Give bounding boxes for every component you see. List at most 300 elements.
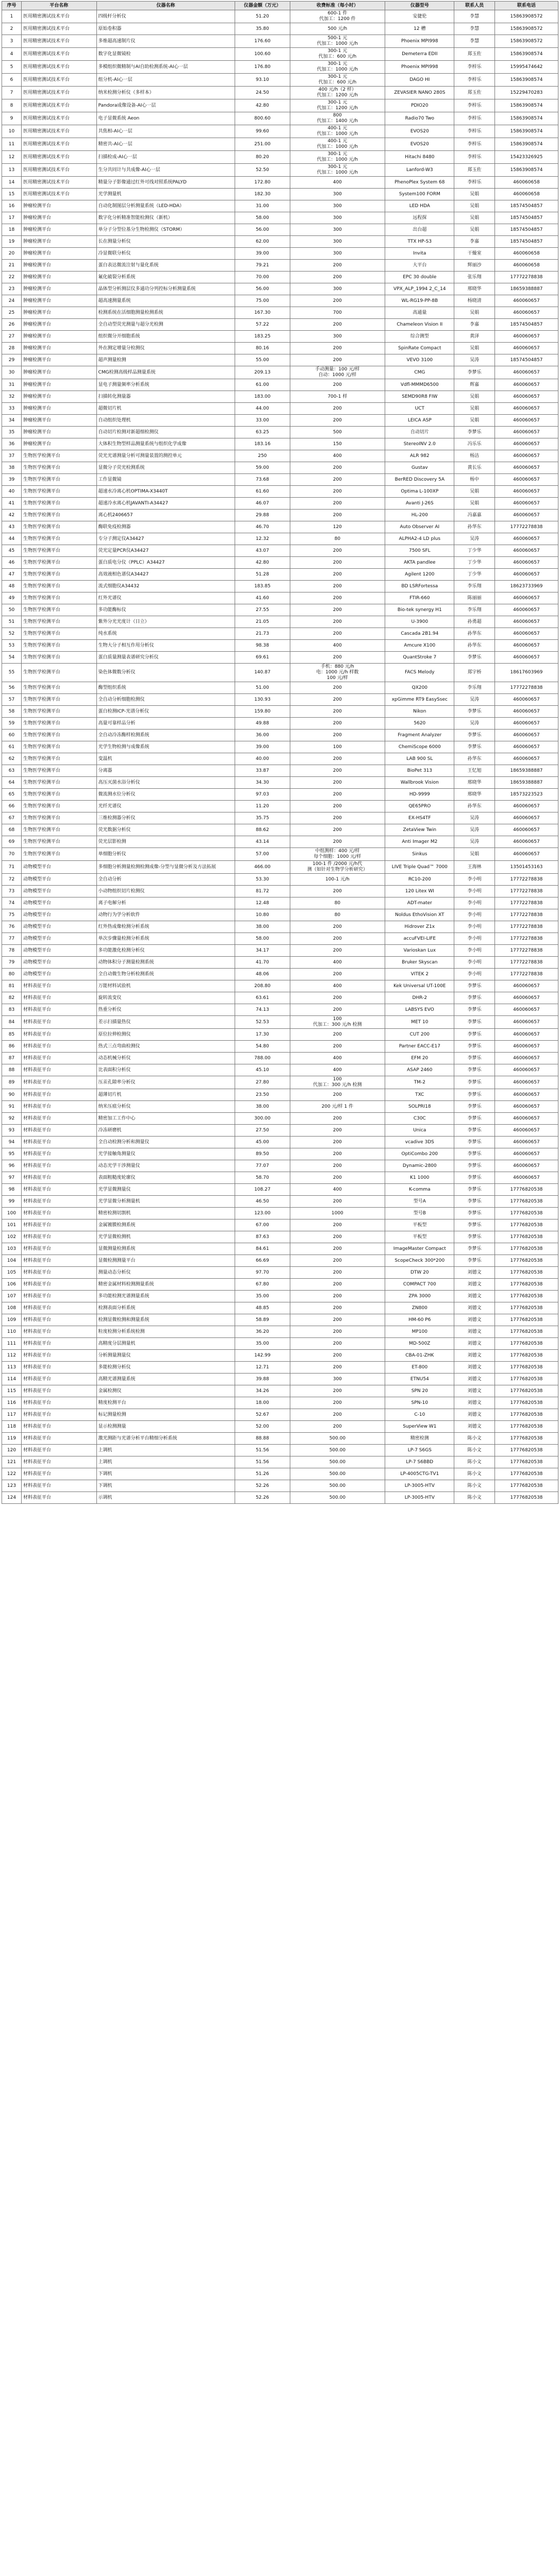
cell-amount: 208.80 <box>235 980 290 992</box>
cell-fee: 300 <box>290 236 385 248</box>
cell-contact: 吴娟 <box>454 224 495 236</box>
cell-instrument: 超微切片机 <box>96 403 235 415</box>
cell-instrument: 高效液相色谱仪A34427 <box>96 569 235 581</box>
cell-platform: 肿瘤检测平台 <box>22 283 97 295</box>
cell-amount: 51.56 <box>235 1445 290 1456</box>
cell-fee: 200 <box>290 753 385 765</box>
cell-contact: 郑宇桥 <box>454 664 495 682</box>
cell-fee: 200 <box>290 1041 385 1053</box>
cell-phone: 460060657 <box>495 801 558 812</box>
cell-contact: 孙华东 <box>454 640 495 652</box>
cell-amount: 27.55 <box>235 604 290 616</box>
table-row <box>2 87 558 99</box>
cell-index: 39 <box>2 474 22 486</box>
instrument-table <box>2 1 558 1504</box>
cell-index: 73 <box>2 886 22 897</box>
cell-platform: 生物医学检测平台 <box>22 510 97 521</box>
cell-platform: 肿瘤检测平台 <box>22 354 97 366</box>
cell-instrument: 精密检测切割机 <box>96 1208 235 1219</box>
cell-model: CMG <box>385 366 454 379</box>
cell-platform: 材料表征平台 <box>22 1445 97 1456</box>
cell-index: 3 <box>2 35 22 48</box>
cell-platform: 生物医学检测平台 <box>22 616 97 628</box>
cell-index: 46 <box>2 557 22 569</box>
cell-fee: 200 <box>290 1172 385 1184</box>
cell-model: Partner EACC-E17 <box>385 1041 454 1053</box>
cell-amount: 300.00 <box>235 1113 290 1125</box>
cell-index: 119 <box>2 1433 22 1445</box>
cell-phone: 460060657 <box>495 706 558 718</box>
cell-platform: 肿瘤检测平台 <box>22 427 97 438</box>
cell-phone: 460060657 <box>495 812 558 824</box>
cell-platform: 材料表征平台 <box>22 1468 97 1480</box>
table-row <box>2 438 558 450</box>
cell-fee: 200 <box>290 592 385 604</box>
cell-model: TXC <box>385 1089 454 1101</box>
cell-contact: 李梓乐 <box>454 138 495 151</box>
cell-amount: 27.50 <box>235 1125 290 1137</box>
cell-fee: 200 <box>290 1113 385 1125</box>
cell-platform: 肿瘤检测平台 <box>22 260 97 272</box>
cell-index: 27 <box>2 331 22 343</box>
cell-contact: 李梦乐 <box>454 741 495 753</box>
cell-index: 15 <box>2 189 22 200</box>
cell-instrument: 精密金属材料检测测量系统 <box>96 1279 235 1291</box>
cell-instrument: 下调机 <box>96 1468 235 1480</box>
cell-instrument: 原位拉伸检测仪 <box>96 1029 235 1041</box>
cell-index: 60 <box>2 730 22 741</box>
cell-contact: 李梦乐 <box>454 1029 495 1041</box>
cell-contact: 李梦乐 <box>454 1004 495 1016</box>
cell-fee: 300 <box>290 248 385 260</box>
header-fee: 收费标准（每小时） <box>290 2 385 10</box>
cell-contact: 黄泽 <box>454 331 495 343</box>
cell-index: 81 <box>2 980 22 992</box>
cell-index: 49 <box>2 592 22 604</box>
cell-platform: 肿瘤检测平台 <box>22 379 97 391</box>
cell-platform: 材料表征平台 <box>22 1076 97 1089</box>
cell-platform: 肿瘤检测平台 <box>22 212 97 224</box>
cell-platform: 材料表征平台 <box>22 1397 97 1409</box>
cell-amount: 48.06 <box>235 969 290 980</box>
cell-phone: 460060657 <box>495 730 558 741</box>
cell-amount: 63.25 <box>235 427 290 438</box>
cell-phone: 17772278838 <box>495 909 558 921</box>
cell-instrument: 酶型组织系统 <box>96 682 235 694</box>
cell-model: Bruker Skyscan <box>385 957 454 969</box>
cell-phone: 18574504857 <box>495 319 558 331</box>
cell-phone: 460060657 <box>495 1137 558 1148</box>
table-row <box>2 1302 558 1314</box>
cell-amount: 75.00 <box>235 295 290 307</box>
cell-model: MP100 <box>385 1326 454 1338</box>
cell-instrument: 红外光谱仪 <box>96 592 235 604</box>
cell-model: C-10 <box>385 1409 454 1421</box>
cell-platform: 医用精密测试技术平台 <box>22 138 97 151</box>
cell-amount: 788.00 <box>235 1053 290 1064</box>
table-row <box>2 10 558 23</box>
cell-amount: 11.20 <box>235 801 290 812</box>
cell-contact: 刘德文 <box>454 1409 495 1421</box>
cell-contact: 吴娟 <box>454 415 495 427</box>
table-row <box>2 164 558 177</box>
cell-platform: 生物医学检测平台 <box>22 474 97 486</box>
cell-index: 21 <box>2 260 22 272</box>
cell-fee: 200 <box>290 557 385 569</box>
table-row <box>2 1137 558 1148</box>
cell-instrument: 超速水冷离心机OPTIMA-X3440T <box>96 486 235 498</box>
cell-model: LP-3005-HTV <box>385 1480 454 1492</box>
cell-contact: 吴涛 <box>454 836 495 848</box>
cell-platform: 材料表征平台 <box>22 1113 97 1125</box>
cell-contact: 刘德文 <box>454 1291 495 1302</box>
cell-platform: 医用精密测试技术平台 <box>22 164 97 177</box>
cell-platform: 生物医学检测平台 <box>22 640 97 652</box>
cell-instrument: 单分子分型位基分生物检测仪（STORM） <box>96 224 235 236</box>
cell-platform: 材料表征平台 <box>22 992 97 1004</box>
cell-amount: 69.61 <box>235 652 290 664</box>
cell-model: 平板型 <box>385 1231 454 1243</box>
cell-contact: 李梦乐 <box>454 1137 495 1148</box>
cell-fee: 手动测量：100 元/样 自动：1000 元/样 <box>290 366 385 379</box>
table-row <box>2 730 558 741</box>
cell-amount: 44.00 <box>235 403 290 415</box>
cell-model: PDIO20 <box>385 99 454 112</box>
cell-model: QE65PRO <box>385 801 454 812</box>
cell-platform: 医用精密测试技术平台 <box>22 112 97 125</box>
cell-fee: 300-1 元 代加工：600 元/h <box>290 48 385 61</box>
cell-instrument: CMG检测高级样品测量系统 <box>96 366 235 379</box>
cell-amount: 18.00 <box>235 1397 290 1409</box>
cell-model: SpinRate Compact <box>385 343 454 354</box>
table-row <box>2 1338 558 1350</box>
cell-instrument: 染色体微数分析仪 <box>96 664 235 682</box>
cell-contact: 李梦乐 <box>454 1172 495 1184</box>
cell-fee: 500.00 <box>290 1480 385 1492</box>
cell-phone: 460060657 <box>495 628 558 640</box>
table-row <box>2 753 558 765</box>
cell-index: 80 <box>2 969 22 980</box>
cell-phone: 460060657 <box>495 652 558 664</box>
cell-fee: 200 <box>290 628 385 640</box>
cell-amount: 74.13 <box>235 1004 290 1016</box>
cell-phone: 460060657 <box>495 474 558 486</box>
cell-model: EPC 30 double <box>385 272 454 283</box>
cell-fee: 200 <box>290 1148 385 1160</box>
cell-instrument: 多功能酶标仪 <box>96 604 235 616</box>
cell-index: 47 <box>2 569 22 581</box>
cell-index: 44 <box>2 533 22 545</box>
cell-index: 45 <box>2 545 22 557</box>
cell-contact: 李嘉 <box>454 236 495 248</box>
cell-phone: 460060657 <box>495 403 558 415</box>
cell-index: 42 <box>2 510 22 521</box>
cell-fee: 200 <box>290 1350 385 1362</box>
table-row <box>2 533 558 545</box>
cell-instrument: 工作显微镜 <box>96 474 235 486</box>
table-row <box>2 1267 558 1279</box>
table-row <box>2 1480 558 1492</box>
cell-contact: 李梦乐 <box>454 1053 495 1064</box>
cell-model: ZPA 3000 <box>385 1291 454 1302</box>
cell-fee: 200 <box>290 1125 385 1137</box>
cell-platform: 生物医学检测平台 <box>22 486 97 498</box>
cell-amount: 77.07 <box>235 1160 290 1172</box>
cell-amount: 33.87 <box>235 765 290 777</box>
cell-platform: 医用精密测试技术平台 <box>22 177 97 189</box>
cell-fee: 300-1 元 代加工：1200 元/h <box>290 99 385 112</box>
cell-amount: 73.68 <box>235 474 290 486</box>
cell-contact: 刘德文 <box>454 1421 495 1433</box>
cell-fee: 300-1 元 代加工：1000 元/h <box>290 164 385 177</box>
cell-contact: 李梦乐 <box>454 1243 495 1255</box>
cell-contact: 刘德文 <box>454 1397 495 1409</box>
table-row <box>2 812 558 824</box>
cell-instrument: 动物体积分子测量检测系统 <box>96 957 235 969</box>
cell-contact: 丁少华 <box>454 557 495 569</box>
cell-amount: 51.20 <box>235 10 290 23</box>
cell-amount: 89.50 <box>235 1148 290 1160</box>
cell-instrument: 显微测量检测系统 <box>96 1243 235 1255</box>
cell-platform: 肿瘤检测平台 <box>22 403 97 415</box>
cell-contact: 陈小文 <box>454 1480 495 1492</box>
cell-model: 出台超 <box>385 224 454 236</box>
cell-instrument: 红外热成像检测分析系统 <box>96 921 235 933</box>
table-row <box>2 35 558 48</box>
cell-instrument: 组织微分开细胞系统 <box>96 331 235 343</box>
cell-fee: 120 <box>290 521 385 533</box>
table-row <box>2 486 558 498</box>
cell-index: 83 <box>2 1004 22 1016</box>
cell-phone: 460060657 <box>495 295 558 307</box>
header-phone: 联系电话 <box>495 2 558 10</box>
cell-platform: 材料表征平台 <box>22 1456 97 1468</box>
cell-phone: 17776820538 <box>495 1409 558 1421</box>
cell-contact: 辉嘉 <box>454 379 495 391</box>
table-row <box>2 1362 558 1374</box>
cell-model: AKTA pandlee <box>385 557 454 569</box>
cell-contact: 吴娟 <box>454 498 495 510</box>
cell-contact: 刘德文 <box>454 1279 495 1291</box>
cell-fee: 手机：880 元/h 电：1000 元/h 样数 100 元/样 <box>290 664 385 682</box>
cell-model: RC10-200 <box>385 874 454 886</box>
cell-instrument: 多细胞分析测量检测检测成像-分型与显微分析及方法拓展 <box>96 861 235 874</box>
cell-contact: 李梦乐 <box>454 1101 495 1113</box>
cell-contact: 陈小文 <box>454 1433 495 1445</box>
cell-contact: 冯嘉嘉 <box>454 510 495 521</box>
cell-contact: 李小明 <box>454 945 495 957</box>
table-row <box>2 450 558 462</box>
cell-amount: 182.30 <box>235 189 290 200</box>
table-row <box>2 283 558 295</box>
table-row <box>2 801 558 812</box>
table-row <box>2 307 558 319</box>
cell-phone: 17772278838 <box>495 874 558 886</box>
cell-platform: 材料表征平台 <box>22 1492 97 1504</box>
cell-phone: 460060657 <box>495 569 558 581</box>
cell-model: 自动切片 <box>385 427 454 438</box>
cell-instrument: 激光测距与光谱分析平台精细分析系统 <box>96 1433 235 1445</box>
cell-model: 精密检测 <box>385 1433 454 1445</box>
cell-instrument: 荧光数据分析仪 <box>96 824 235 836</box>
cell-amount: 250 <box>235 450 290 462</box>
cell-fee: 200 <box>290 379 385 391</box>
table-body <box>2 10 558 1504</box>
cell-contact: 李梦乐 <box>454 730 495 741</box>
cell-fee: 400 <box>290 1064 385 1076</box>
cell-model: Lanford-W3 <box>385 164 454 177</box>
cell-phone: 460060657 <box>495 438 558 450</box>
cell-contact: 陈丽丽 <box>454 592 495 604</box>
cell-fee: 500.00 <box>290 1445 385 1456</box>
cell-amount: 46.70 <box>235 521 290 533</box>
table-row <box>2 1291 558 1302</box>
cell-amount: 34.17 <box>235 945 290 957</box>
cell-contact: 李小明 <box>454 957 495 969</box>
table-row <box>2 581 558 592</box>
cell-platform: 材料表征平台 <box>22 1160 97 1172</box>
cell-index: 33 <box>2 403 22 415</box>
cell-amount: 51.26 <box>235 1468 290 1480</box>
cell-index: 41 <box>2 498 22 510</box>
cell-fee: 200 <box>290 886 385 897</box>
cell-phone: 15863908574 <box>495 74 558 87</box>
cell-model: COMPACT 700 <box>385 1279 454 1291</box>
cell-model: ASAP 2460 <box>385 1064 454 1076</box>
cell-fee: 100-1 元/h <box>290 874 385 886</box>
cell-contact: 吴涛 <box>454 533 495 545</box>
cell-fee: 200 <box>290 1385 385 1397</box>
cell-amount: 100.60 <box>235 48 290 61</box>
cell-phone: 460060657 <box>495 533 558 545</box>
cell-instrument: 差示扫描量热仪 <box>96 1016 235 1029</box>
header-index: 序号 <box>2 2 22 10</box>
cell-amount: 80.16 <box>235 343 290 354</box>
cell-contact: 吴娟 <box>454 391 495 403</box>
cell-phone: 17776820538 <box>495 1302 558 1314</box>
cell-contact: 刘德文 <box>454 1350 495 1362</box>
table-row <box>2 706 558 718</box>
cell-instrument: 显微检测测量平台 <box>96 1255 235 1267</box>
cell-model: DHR-2 <box>385 992 454 1004</box>
cell-platform: 材料表征平台 <box>22 1374 97 1385</box>
cell-phone: 15863908574 <box>495 112 558 125</box>
cell-phone: 460060657 <box>495 1113 558 1125</box>
cell-instrument: 超声测量检测 <box>96 354 235 366</box>
cell-instrument: 标记测量检测 <box>96 1409 235 1421</box>
cell-fee: 300-1 元 代加工：1000 元/h <box>290 61 385 74</box>
cell-contact: 李乐翔 <box>454 682 495 694</box>
cell-contact: 李梦乐 <box>454 980 495 992</box>
cell-phone: 460060657 <box>495 462 558 474</box>
cell-index: 78 <box>2 945 22 957</box>
cell-phone: 17772278838 <box>495 272 558 283</box>
cell-fee: 200 <box>290 836 385 848</box>
cell-fee: 500.00 <box>290 1468 385 1480</box>
cell-model: ZEVASIER NANO 280S <box>385 87 454 99</box>
cell-model: 12 槽 <box>385 23 454 35</box>
cell-amount: 63.61 <box>235 992 290 1004</box>
table-row <box>2 1279 558 1291</box>
cell-amount: 38.00 <box>235 921 290 933</box>
cell-amount: 36.00 <box>235 730 290 741</box>
cell-index: 113 <box>2 1362 22 1374</box>
cell-amount: 59.00 <box>235 462 290 474</box>
cell-index: 98 <box>2 1184 22 1196</box>
cell-model: QuantStroke 7 <box>385 652 454 664</box>
cell-model: MET 10 <box>385 1016 454 1029</box>
cell-fee: 80 <box>290 909 385 921</box>
cell-fee: 100 <box>290 741 385 753</box>
cell-contact: 李梦乐 <box>454 1076 495 1089</box>
cell-contact: 李乐翔 <box>454 604 495 616</box>
cell-phone: 460060657 <box>495 331 558 343</box>
cell-fee: 100 代加工：300 元/h 检测 <box>290 1076 385 1089</box>
cell-instrument: 荧光光谱测量分析可测量装置的测控单元 <box>96 450 235 462</box>
cell-phone: 17776820538 <box>495 1397 558 1409</box>
cell-contact: 黄长乐 <box>454 462 495 474</box>
cell-fee: 600-1 件 代加工：1200 件 <box>290 10 385 23</box>
cell-amount: 183.16 <box>235 438 290 450</box>
table-row <box>2 403 558 415</box>
cell-amount: 39.00 <box>235 741 290 753</box>
cell-instrument: 三维检测器分析仪 <box>96 812 235 824</box>
cell-platform: 材料表征平台 <box>22 1302 97 1314</box>
cell-contact: 刘德文 <box>454 1374 495 1385</box>
cell-index: 55 <box>2 664 22 682</box>
cell-phone: 17776820538 <box>495 1255 558 1267</box>
cell-contact: 吴娟 <box>454 403 495 415</box>
cell-platform: 材料表征平台 <box>22 1350 97 1362</box>
cell-instrument: 分析测量测量仪 <box>96 1350 235 1362</box>
cell-platform: 医用精密测试技术平台 <box>22 87 97 99</box>
cell-contact: 吴娟 <box>454 212 495 224</box>
cell-platform: 肿瘤检测平台 <box>22 343 97 354</box>
cell-index: 59 <box>2 718 22 730</box>
table-row <box>2 1113 558 1125</box>
cell-fee: 200 <box>290 969 385 980</box>
table-row <box>2 319 558 331</box>
cell-index: 20 <box>2 248 22 260</box>
cell-index: 118 <box>2 1421 22 1433</box>
cell-phone: 18574504857 <box>495 354 558 366</box>
cell-index: 82 <box>2 992 22 1004</box>
cell-amount: 51.56 <box>235 1456 290 1468</box>
cell-contact: 李梦乐 <box>454 366 495 379</box>
cell-model: LP-3005-HTV <box>385 1492 454 1504</box>
cell-contact: 陈小文 <box>454 1492 495 1504</box>
cell-contact: 丁少华 <box>454 569 495 581</box>
cell-fee: 300 <box>290 283 385 295</box>
cell-model: DAGO HI <box>385 74 454 87</box>
cell-platform: 肿瘤检测平台 <box>22 272 97 283</box>
cell-contact: 李慧 <box>454 10 495 23</box>
cell-fee: 200 <box>290 730 385 741</box>
cell-phone: 17776820538 <box>495 1433 558 1445</box>
cell-amount: 52.50 <box>235 164 290 177</box>
cell-contact: 李梦乐 <box>454 1148 495 1160</box>
cell-model: Noldus EthoVision XT <box>385 909 454 921</box>
cell-phone: 460060657 <box>495 824 558 836</box>
cell-contact: 李梦乐 <box>454 1196 495 1208</box>
cell-contact: 李慧 <box>454 35 495 48</box>
cell-model: LAB 900 SL <box>385 753 454 765</box>
table-row <box>2 260 558 272</box>
cell-model: WL-RG19-PP-8B <box>385 295 454 307</box>
cell-phone: 460060657 <box>495 848 558 861</box>
cell-phone: 17776820538 <box>495 1468 558 1480</box>
cell-model: UCT <box>385 403 454 415</box>
